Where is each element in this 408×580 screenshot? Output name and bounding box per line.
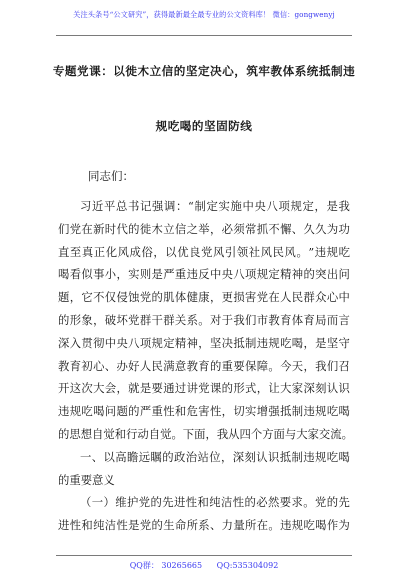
footer-divider	[56, 555, 352, 556]
greeting: 同志们：	[88, 169, 134, 183]
body-line: 题 ， 它 不 仅 侵 蚀 党 的 肌 体 健 康 ， 更 损 害 党 在 人 民 群 众 心 中	[58, 290, 350, 305]
header-banner: 关注头条号“公文研究”，获得最新最全最专业的公文资料库！ 微信：gongwenyj	[73, 10, 335, 19]
footer-qq-contact: QQ:535304092	[216, 561, 279, 570]
body-line: 喝 看 似 事 小 ， 实 则 是 严 重 违 反 中 央 八 项 规 定 精 神 的 突 出 问	[58, 267, 350, 282]
header-divider	[56, 35, 352, 36]
body-line: 直 至 真 正 化 风 成 俗 ， 以 优 良 党 风 引 领 社 风 民 风 。 ” 违 规 吃	[58, 244, 350, 259]
document-title-line-2: 规吃喝的坚固防线	[155, 119, 253, 133]
body-line: 习 近 平 总 书 记 强 调 ： “ 制 定 实 施 中 央 八 项 规 定 ， 是 我	[80, 199, 350, 213]
body-line: 教 育 初 心 、 办 好 人 民 满 意 教 育 的 重 要 保 障 。 今 天 ， 我 们 召	[58, 358, 350, 373]
body-line: 的 重 要 意 义	[58, 472, 115, 487]
body-line: 开 这 次 大 会 ， 就 是 要 通 过 讲 党 课 的 形 式 ， 让 大 家 深 刻 认 识	[58, 381, 350, 396]
body-line: （ 一 ） 维 护 党 的 先 进 性 和 纯 洁 性 的 必 然 要 求 。 党 的 先	[80, 495, 350, 510]
body-line: 们 党 在 新 时 代 的 徙 木 立 信 之 举 ， 必 须 常 抓 不 懈 、 久 久 为 功	[58, 221, 350, 236]
body-line: 的 思 想 自 觉 和 行 动 自 觉 。 下 面 ， 我 从 四 个 方 面 与 大 家 交 流 。	[58, 426, 353, 441]
body-line: 进 性 和 纯 洁 性 是 党 的 生 命 所 系 、 力 量 所 在 。 违 规 吃 喝 作 为	[58, 518, 350, 533]
body-text	[58, 198, 353, 540]
body-line: 深 入 贯 彻 中 央 八 项 规 定 精 神 ， 坚 决 抵 制 违 规 吃 喝 ， 是 坚 守	[58, 335, 350, 350]
document-title-line-1: 专题党课：以徙木立信的坚定决心，筑牢教体系统抵制违	[52, 64, 356, 78]
body-line: 一 、 以 高 瞻 远 瞩 的 政 治 站 位 ， 深 刻 认 识 抵 制 违 规 吃 喝	[80, 449, 350, 464]
body-line: 的 形 象 ， 破 坏 党 群 干 群 关 系 。 对 于 我 们 市 教 育 体 育 局 而 言	[58, 312, 350, 327]
footer-qq-group: QQ群： 30265665	[129, 561, 203, 570]
body-line: 违 规 吃 喝 问 题 的 严 重 性 和 危 害 性 ， 切 实 增 强 抵 制 违 规 吃 喝	[58, 404, 350, 419]
footer-contact	[0, 560, 408, 571]
